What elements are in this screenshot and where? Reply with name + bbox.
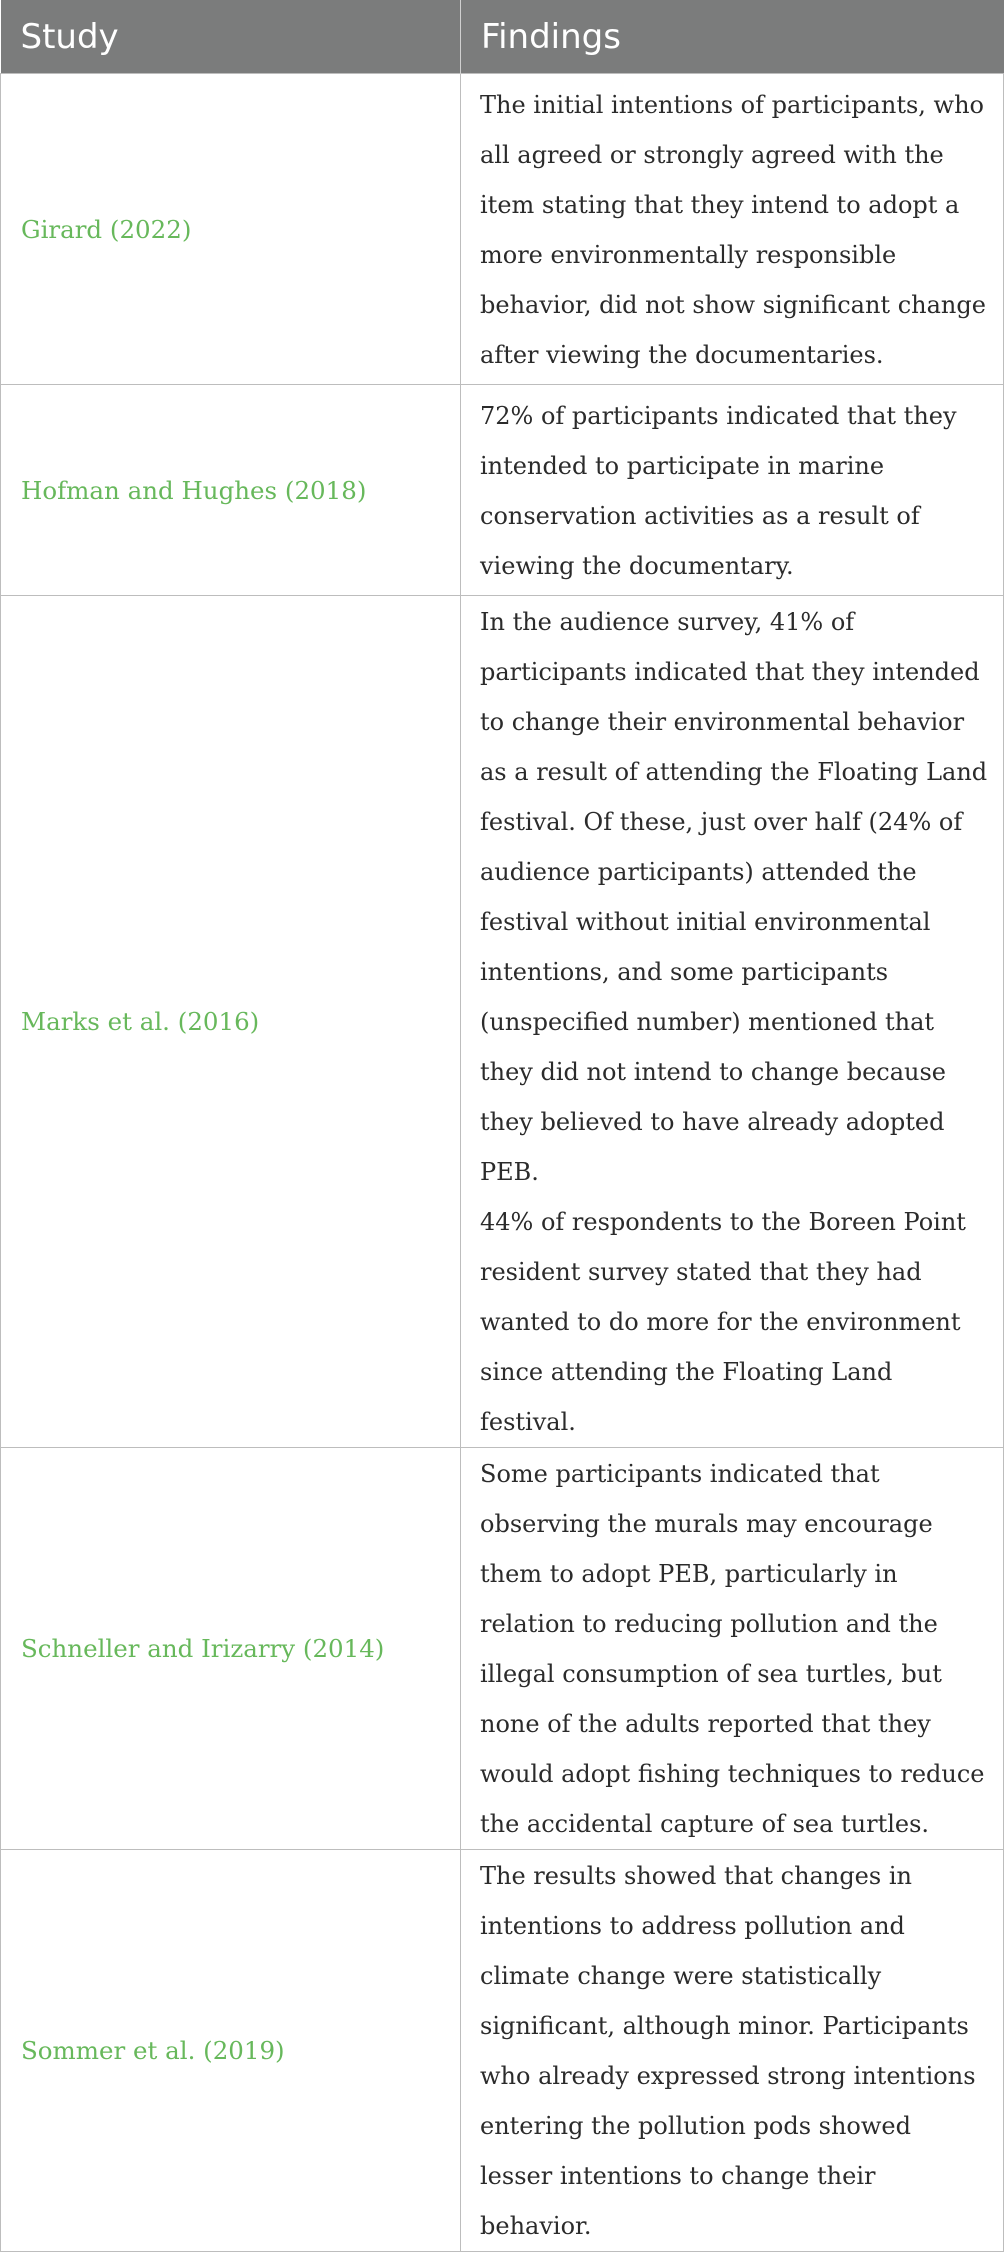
column-header-study: Study (1, 0, 461, 74)
table-row (1, 74, 1004, 385)
findings-cell (461, 596, 1004, 1448)
table-body (1, 74, 1004, 2252)
findings-text: The initial intentions of participants, who all agreed or strongly agreed with the item stating that they intend to adopt a more environmentally responsible behavior, did not show significant change after viewing the documentaries. (480, 90, 986, 369)
table-row (1, 385, 1004, 596)
findings-cell (461, 1850, 1004, 2252)
findings-text: 44% of respondents to the Boreen Point resident survey stated that they had wanted to do more for the environment since attending the Floating Land festival. (480, 1208, 966, 1436)
findings-cell (461, 1448, 1004, 1850)
table-row (1, 1850, 1004, 2252)
findings-cell (461, 385, 1004, 596)
study-cell: Sommer et al. (2019) (1, 1850, 461, 2252)
findings-cell (461, 74, 1004, 385)
findings-text: The results showed that changes in intentions to address pollution and climate change were statistically significant, although minor. Participants who already expressed strong intentions entering the pollution pods showed lesser intentions to change their behavior. (480, 1862, 976, 2240)
study-cell: Girard (2022) (1, 74, 461, 385)
table-header (1, 0, 1004, 74)
table-row (1, 596, 1004, 1448)
findings-text: Some participants indicated that observing the murals may encourage them to adopt PEB, particularly in relation to reducing pollution and the illegal consumption of sea turtles, but none of the adults reported that they would adopt fishing techniques to reduce the accidental capture of sea turtles. (480, 1460, 985, 1838)
table-row (1, 1448, 1004, 1850)
column-header-findings: Findings (461, 0, 1004, 74)
study-cell: Schneller and Irizarry (2014) (1, 1448, 461, 1850)
findings-text: 72% of participants indicated that they intended to participate in marine conservation activities as a result of viewing the documentary. (480, 401, 957, 580)
findings-text: In the audience survey, 41% of participants indicated that they intended to change their environmental behavior as a result of attending the Floating Land festival. Of these, just over half (24% of audience participants) attended the festival without initial environmental intentions, and some participants (unspecified number) mentioned that they did not intend to change because they believed to have already adopted PEB. (480, 608, 988, 1186)
header-row (1, 0, 1004, 74)
study-cell: Marks et al. (2016) (1, 596, 461, 1448)
study-cell: Hofman and Hughes (2018) (1, 385, 461, 596)
